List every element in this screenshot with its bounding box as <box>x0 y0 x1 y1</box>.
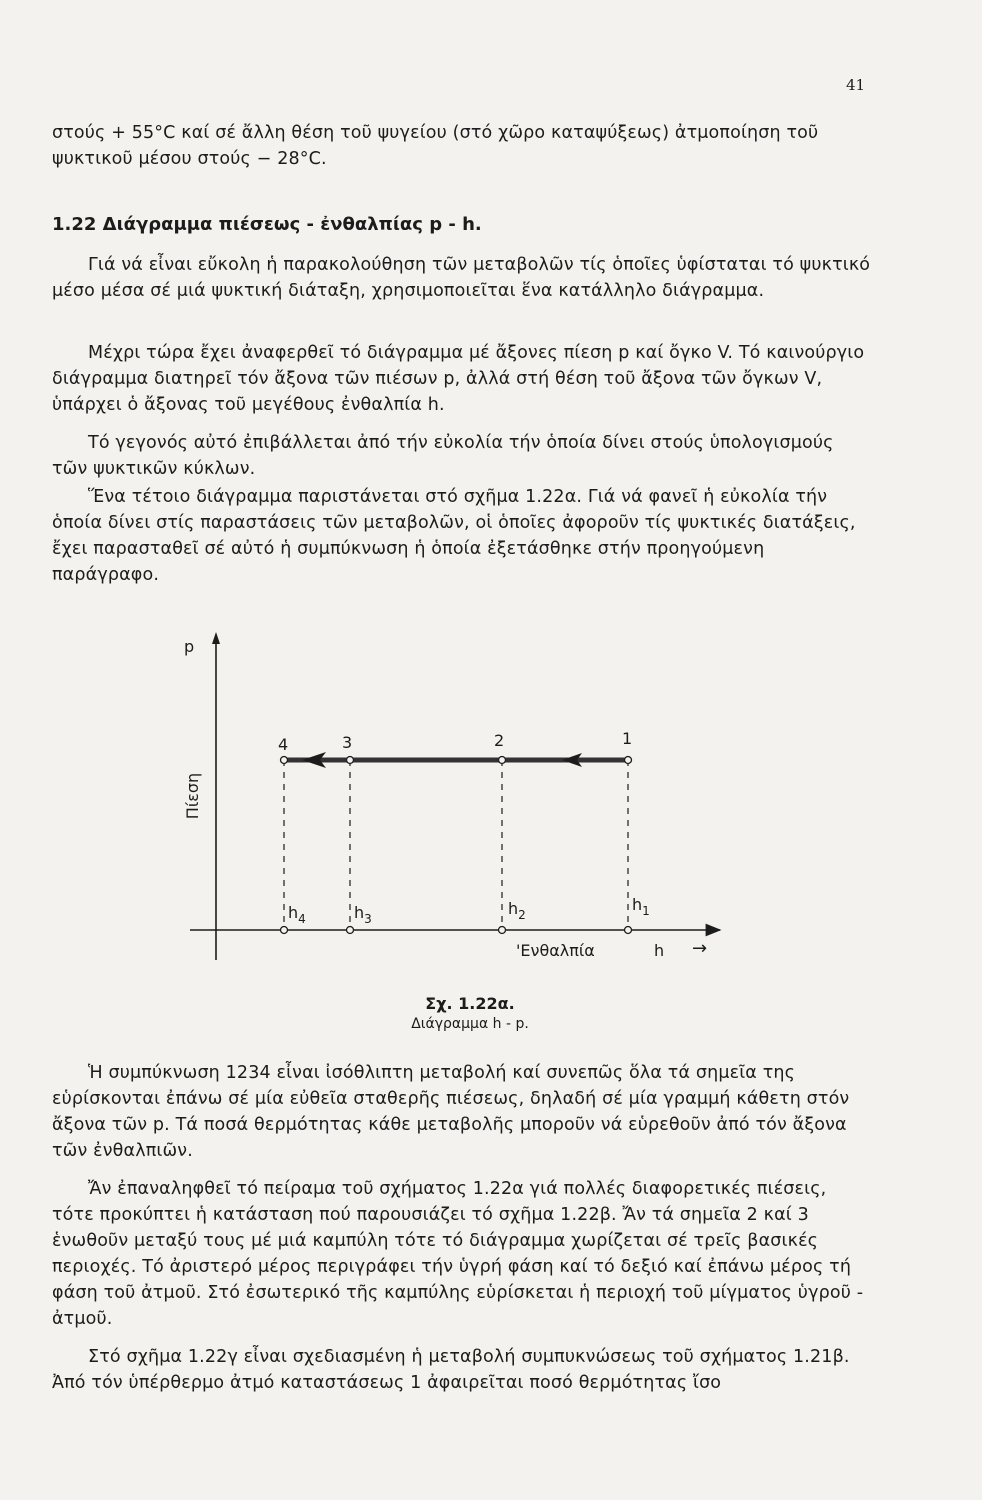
h3-point <box>347 927 354 934</box>
intro-paragraph: στούς + 55°C καί σέ ἄλλη θέση τοῦ ψυγείου (στό χῶρο καταψύξεως) ἀτμοποίηση τοῦ ψυκτικοῦ μέσου στούς − 28°C. <box>52 123 819 169</box>
p-axis-label: p <box>184 637 195 656</box>
paragraph-7: Στό σχῆμα 1.22γ εἶναι σχεδιασμένη ἡ μεταβολή συμπυκνώσεως τοῦ σχήματος 1.21β. Ἀπό τόν ὑπέρθερμο ἀτμό καταστάσεως 1 ἀφαιρεῖται ποσό θερμότητας ἴσο <box>52 1347 850 1393</box>
paragraph-2: Μέχρι τώρα ἔχει ἀναφερθεῖ τό διάγραμμα μέ ἄξονες πίεση p καί ὄγκο V. Τό καινούργιο διάγραμμα διατηρεῖ τόν ἄξονα τῶν πιέσων p, ἀλλά στή θέση τοῦ ἄξονα τῶν ὄγκων V, ὑπάρχει ὁ ἄξονας τοῦ μεγέθους ἐνθαλπία h. <box>52 343 865 415</box>
h2-label: $h_2$ <box>508 899 526 922</box>
label-3: 3 <box>342 733 353 752</box>
h-axis-label: h <box>654 941 665 960</box>
enthalpy-label: 'Ενθαλπία <box>516 941 595 960</box>
h-axis-arrow: → <box>692 938 708 959</box>
page-number: 41 <box>846 76 866 94</box>
state-point-1 <box>625 757 632 764</box>
pressure-axis-arrow <box>212 632 220 644</box>
h1-point <box>625 927 632 934</box>
state-point-2 <box>499 757 506 764</box>
label-2: 2 <box>494 731 505 750</box>
paragraph-1: Γιά νά εἶναι εὔκολη ἡ παρακολούθηση τῶν μεταβολῶν τίς ὁποῖες ὑφίσταται τό ψυκτικό μέσο μέσα σέ μιά ψυκτική διάταξη, χρησιμοποιεῖται ἕνα κατάλληλο διάγραμμα. <box>52 255 871 301</box>
h2-point <box>499 927 506 934</box>
h4-label: $h_4$ <box>288 903 306 926</box>
paragraph-3: Τό γεγονός αὐτό ἐπιβάλλεται ἀπό τήν εὐκολία τήν ὁποία δίνει στούς ὑπολογισμούς τῶν ψυκτικῶν κύκλων. <box>52 433 834 479</box>
paragraph-4: Ἕνα τέτοιο διάγραμμα παριστάνεται στό σχῆμα 1.22α. Γιά νά φανεῖ ἡ εὐκολία τήν ὁποία δίνει στίς παραστάσεις τῶν μεταβολῶν, οἱ ὁποῖες ἀφοροῦν τίς ψυκτικές διατάξεις, ἔχει παρασταθεῖ σέ αὐτό ἡ συμπύκνωση ἡ ὁποία ἐξετάσθηκε στήν προηγούμενη παράγραφο. <box>52 487 856 585</box>
section-heading: 1.22 Διάγραμμα πιέσεως - ἐνθαλπίας p - h. <box>52 214 482 235</box>
state-point-3 <box>347 757 354 764</box>
h4-point <box>281 927 288 934</box>
h3-label: $h_3$ <box>354 903 372 926</box>
figure-caption-subtitle: Διάγραμμα h - p. <box>411 1016 529 1032</box>
label-4: 4 <box>278 735 289 754</box>
paragraph-5: Ἡ συμπύκνωση 1234 εἶναι ἰσόθλιπτη μεταβολή καί συνεπῶς ὅλα τά σημεῖα της εὑρίσκονται ἐπάνω σέ μία εὐθεῖα σταθερῆς πιέσεως, δηλαδή σέ μία γραμμή κάθετη στόν ἄξονα τῶν p. Τά ποσά θερμότητας κάθε μεταβολῆς μποροῦν νά εὑρεθοῦν ἀπό τόν ἄξονα τῶν ἐνθαλπιῶν. <box>52 1063 850 1161</box>
figure-caption-title: Σχ. 1.22α. <box>425 994 515 1013</box>
h1-label: $h_1$ <box>632 895 650 918</box>
label-1: 1 <box>622 729 633 748</box>
pressure-label: Πίεση <box>183 772 202 820</box>
paragraph-6: Ἄν ἐπαναληφθεῖ τό πείραμα τοῦ σχήματος 1.22α γιά πολλές διαφορετικές πιέσεις, τότε προκύπτει ἡ κατάσταση πού παρουσιάζει τό σχῆμα 1.22β. Ἄν τά σημεῖα 2 καί 3 ἑνωθοῦν μεταξύ τους μέ μιά καμπύλη τότε τό διάγραμμα χωρίζεται σέ τρεῖς βασικές περιοχές. Τό ἀριστερό μέρος περιγράφει τήν ὑγρή φάση καί τό δεξιό καί ἐπάνω μέρος τή φάση τοῦ ἀτμοῦ. Στό ἐσωτερικό τῆς καμπύλης εὑρίσκεται ἡ περιοχή τοῦ μίγματος ὑγροῦ - ἀτμοῦ. <box>52 1179 864 1329</box>
ph-diagram <box>170 628 770 960</box>
state-point-4 <box>281 757 288 764</box>
